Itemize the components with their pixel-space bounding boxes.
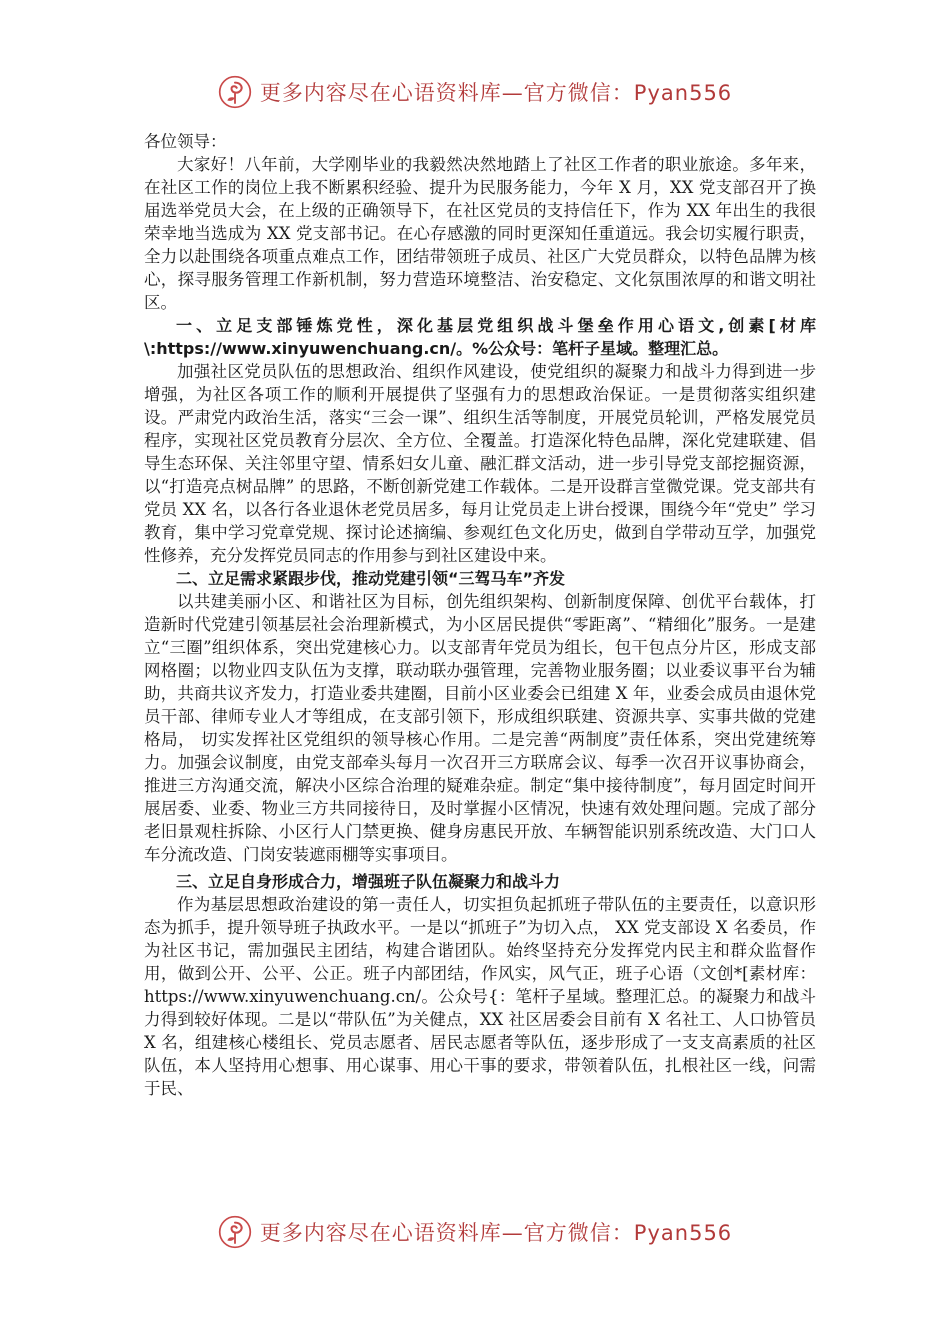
- section-3-heading: 三、立足自身形成合力，增强班子队伍凝聚力和战斗力: [176, 872, 561, 891]
- salutation: 各位领导：: [144, 132, 227, 151]
- section-1-heading: 一、立足支部锤炼党性，深化基层党组织战斗堡垒作用心语文,创素[材库\:https://www.xinyuwenchuang.cn/。%公众号：笔杆子星域。整理汇总。: [144, 316, 816, 358]
- intro-paragraph: 大家好！八年前，大学刚毕业的我毅然决然地踏上了社区工作者的职业旅途。多年来，在社区工作的岗位上我不断累积经验、提升为民服务能力，今年 X 月，XX 党支部召开了换届选举党员大会，在上级的正确领导下，在社区党员的支持信任下，作为 XX 年出生的我很荣幸地当选成为 XX 党支部书记。在心存感激的同时更深知任重道远。我会切实履行职责，全力以赴围绕各项重点难点工作，团结带领班子成员、社区广大党员群众，以特色品牌为核心，探寻服务管理工作新机制，努力营造环境整洁、治安稳定、文化氛围浓厚的和谐文明社区。: [144, 155, 816, 312]
- section-2-paragraph: 以共建美丽小区、和谐社区为目标，创先组织架构、创新制度保障、创优平台载体，打造新时代党建引领基层社会治理新模式，为小区居民提供“零距离”、“精细化”服务。一是建立“三圈”组织体系，突出党建核心力。以支部青年党员为组长，包干包点分片区，形成支部网格圈；以物业四支队伍为支撑，联动联办强管理，完善物业服务圈；以业委议事平台为辅助，共商共议齐发力，打造业委共建圈，目前小区业委会已组建 X 年，业委会成员由退休党员干部、律师专业人才等组成，在支部引领下，形成组织联建、资源共享、实事共做的党建格局， 切实发挥社区党组织的领导核心作用。二是完善“两制度”责任体系，突出党建统筹力。加强会议制度，由党支部牵头每月一次召开三方联席会议、每季一次召开议事协商会，推进三方沟通交流，解决小区综合治理的疑难杂症。制定“集中接待制度”，每月固定时间开展居委、业委、物业三方共同接待日，及时掌握小区情况，快速有效处理问题。完成了部分老旧景观柱拆除、小区行人门禁更换、健身房惠民开放、车辆智能识别系统改造、大门口人车分流改造、门岗安装遮雨棚等实事项目。: [144, 592, 816, 864]
- document-body: [144, 130, 816, 1100]
- section-1-paragraph: 加强社区党员队伍的思想政治、组织作风建设，使党组织的凝聚力和战斗力得到进一步增强，为社区各项工作的顺利开展提供了坚强有力的思想政治保证。一是贯彻落实组织建设。严肃党内政治生活，落实“三会一课”、组织生活等制度，开展党员轮训，严格发展党员程序，实现社区党员教育分层次、全方位、全覆盖。打造深化特色品牌，深化党建联建、倡导生态环保、关注邻里守望、情系妇女儿童、融汇群文活动，进一步引导党支部挖掘资源，以“打造亮点树品牌” 的思路，不断创新党建工作载体。二是开设群言堂微党课。党支部共有党员 XX 名，以各行各业退休老党员居多，每月让党员走上讲台授课，围绕今年“党史” 学习教育，集中学习党章党规、探讨论述摘编、参观红色文化历史，做到自学带动互学，加强党性修养，充分发挥党员同志的作用参与到社区建设中来。: [144, 362, 816, 565]
- section-3-paragraph: 作为基层思想政治建设的第一责任人，切实担负起抓班子带队伍的主要责任，以意识形态为抓手，提升领导班子执政水平。一是以“抓班子”为切入点， XX 党支部设 X 名委员，作为社区书记，需加强民主团结，构建合谐团队。始终坚持充分发挥党内民主和群众监督作用，做到公开、公平、公正。班子内部团结，作风实，风气正，班子心语（文创*[素材库：https://www.xinyuwenchuang.cn/。公众号{：笔杆子星域。整理汇总。的凝聚力和战斗力得到较好体现。二是以“带队伍”为关健点，XX 社区居委会目前有 X 名社工、人口协管员 X 名，组建核心楼组长、党员志愿者、居民志愿者等队伍，逐步形成了一支支高素质的社区队伍，本人坚持用心想事、用心谋事、用心干事的要求，带领着队伍，扎根社区一线，问需于民、: [144, 895, 816, 1098]
- section-2-heading: 二、立足需求紧跟步伐，推动党建引领“三驾马车”齐发: [176, 569, 566, 588]
- watermark-text: 更多内容尽在心语资料库—官方微信：Pyan556: [259, 1221, 733, 1245]
- footer-watermark-banner: [0, 1212, 950, 1252]
- header-watermark-banner: [0, 72, 950, 112]
- rose-logo-icon: [218, 1215, 252, 1249]
- watermark-text: 更多内容尽在心语资料库—官方微信：Pyan556: [259, 81, 733, 105]
- rose-logo-icon: [218, 75, 252, 109]
